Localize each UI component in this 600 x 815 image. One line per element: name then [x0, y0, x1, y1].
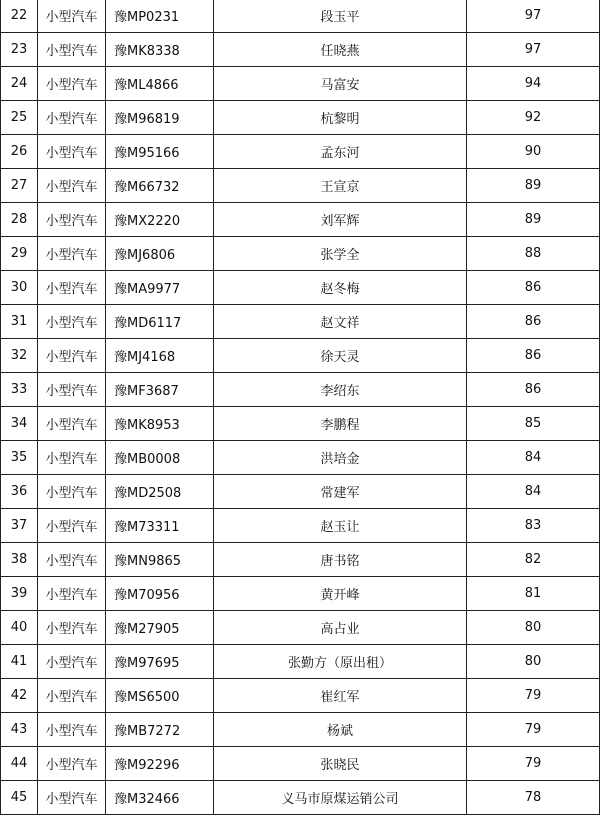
score-value: 86 [467, 373, 600, 407]
table-row [1, 101, 600, 135]
score-value: 81 [467, 577, 600, 611]
table-row [1, 441, 600, 475]
score-value: 85 [467, 407, 600, 441]
plate-number: 豫M97695 [106, 645, 214, 679]
score-value: 84 [467, 441, 600, 475]
owner-name: 黄开峰 [214, 577, 467, 611]
vehicle-type: 小型汽车 [38, 509, 106, 543]
owner-name: 赵文祥 [214, 305, 467, 339]
plate-number: 豫M95166 [106, 135, 214, 169]
table-row [1, 747, 600, 781]
score-value: 89 [467, 203, 600, 237]
table-row [1, 577, 600, 611]
score-value: 79 [467, 713, 600, 747]
plate-number: 豫M27905 [106, 611, 214, 645]
row-number: 40 [1, 611, 38, 645]
row-number: 42 [1, 679, 38, 713]
row-number: 24 [1, 67, 38, 101]
row-number: 37 [1, 509, 38, 543]
owner-name: 孟东河 [214, 135, 467, 169]
owner-name: 义马市原煤运销公司 [214, 781, 467, 815]
owner-name: 杨斌 [214, 713, 467, 747]
owner-name: 常建军 [214, 475, 467, 509]
owner-name: 任晓燕 [214, 33, 467, 67]
vehicle-type: 小型汽车 [38, 305, 106, 339]
row-number: 26 [1, 135, 38, 169]
plate-number: 豫M73311 [106, 509, 214, 543]
owner-name: 段玉平 [214, 0, 467, 33]
plate-number: 豫M70956 [106, 577, 214, 611]
row-number: 22 [1, 0, 38, 33]
vehicle-type: 小型汽车 [38, 373, 106, 407]
vehicle-type: 小型汽车 [38, 135, 106, 169]
vehicle-type: 小型汽车 [38, 0, 106, 33]
vehicle-type: 小型汽车 [38, 67, 106, 101]
score-value: 86 [467, 305, 600, 339]
score-value: 80 [467, 645, 600, 679]
row-number: 27 [1, 169, 38, 203]
owner-name: 赵冬梅 [214, 271, 467, 305]
vehicle-type: 小型汽车 [38, 679, 106, 713]
row-number: 28 [1, 203, 38, 237]
row-number: 30 [1, 271, 38, 305]
plate-number: 豫MN9865 [106, 543, 214, 577]
plate-number: 豫MX2220 [106, 203, 214, 237]
score-value: 88 [467, 237, 600, 271]
plate-number: 豫M96819 [106, 101, 214, 135]
score-value: 86 [467, 271, 600, 305]
vehicle-type: 小型汽车 [38, 169, 106, 203]
owner-name: 洪培金 [214, 441, 467, 475]
plate-number: 豫M92296 [106, 747, 214, 781]
row-number: 41 [1, 645, 38, 679]
row-number: 25 [1, 101, 38, 135]
plate-number: 豫MB7272 [106, 713, 214, 747]
vehicle-type: 小型汽车 [38, 271, 106, 305]
table-row [1, 713, 600, 747]
row-number: 32 [1, 339, 38, 373]
score-value: 83 [467, 509, 600, 543]
vehicle-type: 小型汽车 [38, 101, 106, 135]
vehicle-type: 小型汽车 [38, 747, 106, 781]
owner-name: 李鹏程 [214, 407, 467, 441]
owner-name: 李绍东 [214, 373, 467, 407]
table-row [1, 339, 600, 373]
score-value: 84 [467, 475, 600, 509]
table-body [1, 0, 600, 815]
score-value: 79 [467, 679, 600, 713]
owner-name: 马富安 [214, 67, 467, 101]
score-value: 97 [467, 0, 600, 33]
vehicle-type: 小型汽车 [38, 577, 106, 611]
vehicle-type: 小型汽车 [38, 781, 106, 815]
owner-name: 张学全 [214, 237, 467, 271]
table-row [1, 135, 600, 169]
owner-name: 刘军辉 [214, 203, 467, 237]
owner-name: 高占业 [214, 611, 467, 645]
plate-number: 豫MJ6806 [106, 237, 214, 271]
row-number: 29 [1, 237, 38, 271]
plate-number: 豫M32466 [106, 781, 214, 815]
owner-name: 唐书铭 [214, 543, 467, 577]
table-row [1, 203, 600, 237]
plate-number: 豫MF3687 [106, 373, 214, 407]
vehicle-type: 小型汽车 [38, 203, 106, 237]
vehicle-type: 小型汽车 [38, 33, 106, 67]
row-number: 43 [1, 713, 38, 747]
table-row [1, 169, 600, 203]
plate-number: 豫M66732 [106, 169, 214, 203]
vehicle-type: 小型汽车 [38, 475, 106, 509]
plate-number: 豫MK8953 [106, 407, 214, 441]
table-row [1, 237, 600, 271]
row-number: 36 [1, 475, 38, 509]
plate-number: 豫MK8338 [106, 33, 214, 67]
plate-number: 豫ML4866 [106, 67, 214, 101]
plate-number: 豫MD2508 [106, 475, 214, 509]
score-value: 80 [467, 611, 600, 645]
plate-number: 豫MP0231 [106, 0, 214, 33]
row-number: 44 [1, 747, 38, 781]
table-row [1, 679, 600, 713]
vehicle-type: 小型汽车 [38, 407, 106, 441]
vehicle-type: 小型汽车 [38, 543, 106, 577]
score-value: 86 [467, 339, 600, 373]
table-row [1, 305, 600, 339]
vehicle-type: 小型汽车 [38, 339, 106, 373]
table-row [1, 271, 600, 305]
plate-number: 豫MD6117 [106, 305, 214, 339]
row-number: 33 [1, 373, 38, 407]
table-row [1, 509, 600, 543]
owner-name: 王宣京 [214, 169, 467, 203]
score-value: 90 [467, 135, 600, 169]
table-row [1, 543, 600, 577]
vehicle-type: 小型汽车 [38, 441, 106, 475]
owner-name: 杭黎明 [214, 101, 467, 135]
owner-name: 赵玉让 [214, 509, 467, 543]
score-value: 89 [467, 169, 600, 203]
plate-number: 豫MA9977 [106, 271, 214, 305]
owner-name: 崔红军 [214, 679, 467, 713]
score-value: 97 [467, 33, 600, 67]
table-row [1, 407, 600, 441]
score-value: 78 [467, 781, 600, 815]
row-number: 35 [1, 441, 38, 475]
vehicle-type: 小型汽车 [38, 645, 106, 679]
score-value: 94 [467, 67, 600, 101]
plate-number: 豫MS6500 [106, 679, 214, 713]
row-number: 38 [1, 543, 38, 577]
owner-name: 徐天灵 [214, 339, 467, 373]
plate-number: 豫MJ4168 [106, 339, 214, 373]
table-row [1, 645, 600, 679]
row-number: 34 [1, 407, 38, 441]
vehicle-type: 小型汽车 [38, 237, 106, 271]
table-row [1, 0, 600, 33]
row-number: 23 [1, 33, 38, 67]
table-row [1, 33, 600, 67]
plate-number: 豫MB0008 [106, 441, 214, 475]
table-row [1, 475, 600, 509]
table-row [1, 373, 600, 407]
score-value: 79 [467, 747, 600, 781]
table-row [1, 781, 600, 815]
row-number: 45 [1, 781, 38, 815]
table-row [1, 67, 600, 101]
vehicle-type: 小型汽车 [38, 611, 106, 645]
owner-name: 张勤方（原出租） [214, 645, 467, 679]
row-number: 39 [1, 577, 38, 611]
score-value: 92 [467, 101, 600, 135]
score-value: 82 [467, 543, 600, 577]
vehicle-type: 小型汽车 [38, 713, 106, 747]
owner-name: 张晓民 [214, 747, 467, 781]
row-number: 31 [1, 305, 38, 339]
table-row [1, 611, 600, 645]
